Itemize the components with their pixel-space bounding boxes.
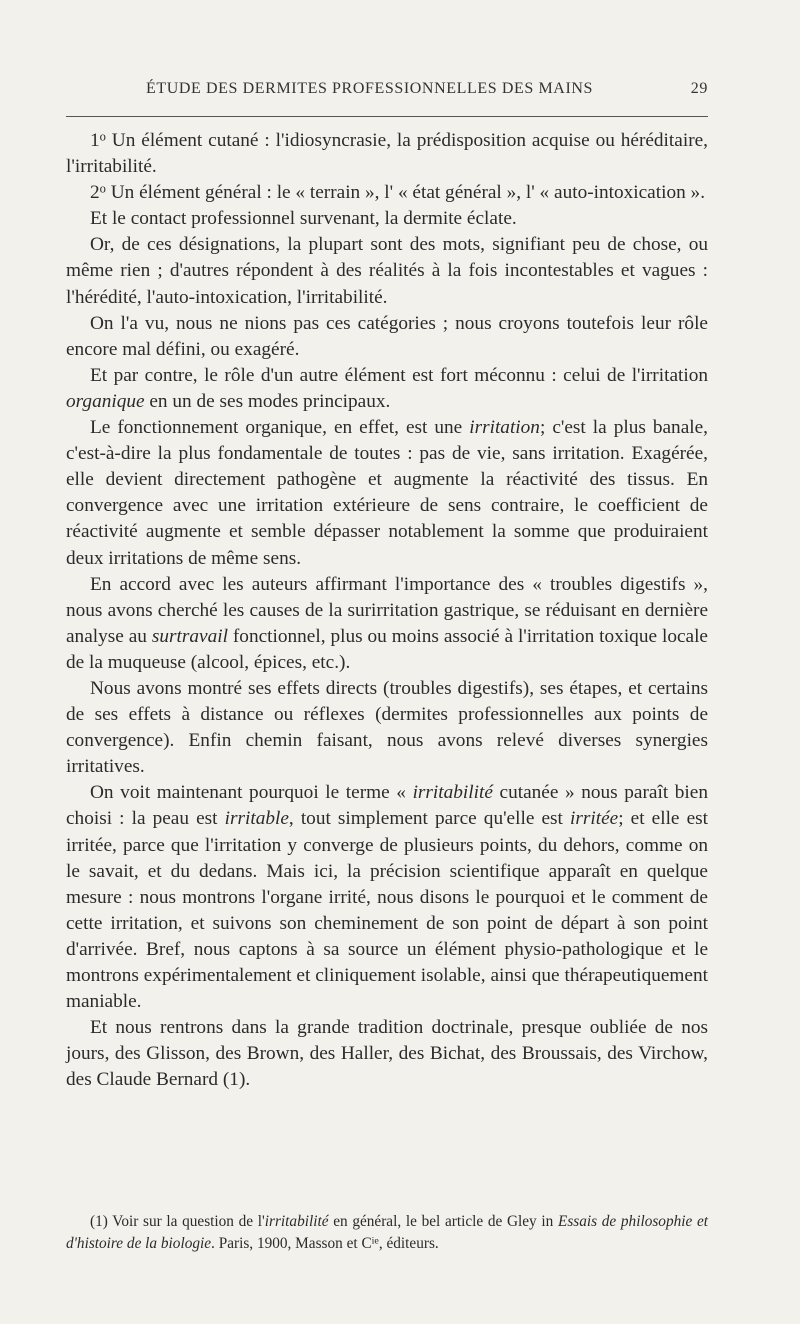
- paragraph-2: 2$^o$ Un élément général : le « terrain », l' « état général », l' « auto-intoxication ».: [90, 181, 706, 204]
- paragraph-5: On l'a vu, nous ne nions pas ces catégories ; nous croyons toutefois leur rôle encore mal défini, ou exagéré.: [66, 312, 708, 360]
- page-number: 29: [690, 80, 708, 97]
- paragraph-6: Et par contre, le rôle d'un autre élément est fort méconnu : celui de l'irritation organique en un de ses modes principaux.: [66, 364, 708, 412]
- paragraph-7: Le fonctionnement organique, en effet, est une irritation; c'est la plus banale, c'est-à-dire la plus fondamentale de toutes : pas de vie, sans irritation. Exagérée, elle devient directement pathogène et augmente la réactivité des tissus. En convergence avec une irritation extérieure de sens contraire, le coefficient de réactivité augmente et semble dépasser notablement la somme que produiraient deux irritations de même sens.: [66, 417, 708, 569]
- footnote-text: (1) Voir sur la question de l'irritabilité en général, le bel article de Gley in Essais de philosophie et d'histoire de la biologie. Paris, 1900, Masson et $C^{ie}$, éditeurs.: [66, 1213, 709, 1252]
- paragraph-1: 1$^o$ Un élément cutané : l'idiosyncrasie, la prédisposition acquise ou héréditaire, l'irritabilité.: [66, 129, 708, 178]
- running-title: ÉTUDE DES DERMITES PROFESSIONNELLES DES MAINS: [146, 80, 594, 97]
- paragraph-4: Or, de ces désignations, la plupart sont des mots, signifiant peu de chose, ou même rien ; d'autres répondent à des réalités à la fois incontestables et vagues : l'hérédité, l'auto-intoxication, l'irritabilité.: [66, 234, 708, 308]
- paragraph-8: En accord avec les auteurs affirmant l'importance des « troubles digestifs », nous avons cherché les causes de la surirritation gastrique, se réduisant en dernière analyse au surtravail fonctionnel, plus ou moins associé à l'irritation toxique locale de la muqueuse (alcool, épices, etc.).: [66, 573, 708, 673]
- paragraph-11: Et nous rentrons dans la grande tradition doctrinale, presque oubliée de nos jours, des Glisson, des Brown, des Haller, des Bichat, des Broussais, des Virchow, des Claude Bernard (1).: [66, 1017, 708, 1091]
- paragraph-3: Et le contact professionnel survenant, la dermite éclate.: [90, 208, 517, 230]
- paragraph-9: Nous avons montré ses effets directs (troubles digestifs), ses étapes, et certains de ses effets à distance ou réflexes (dermites professionnelles aux points de convergence). Enfin chemin faisant, nous avons relevé diverses synergies irritatives.: [66, 677, 708, 778]
- header-rule: [66, 116, 708, 117]
- main-text: [66, 128, 708, 1093]
- paragraph-10: On voit maintenant pourquoi le terme « irritabilité cutanée » nous paraît bien choisi : la peau est irritable, tout simplement parce qu'elle est irritée; et elle est irritée, parce que l'irritation y converge de plusieurs points, du dehors, comme on le savait, et du dedans. Mais ici, la précision scientifique apparaît en quelque mesure : nous montrons l'organe irrité, nous disons le pourquoi et le comment de cette irritation, et suivons son cheminement de son point de départ à son point d'arrivée. Bref, nous captons à sa source un élément physio-pathologique et le montrons expérimentalement et cliniquement isolable, ainsi que thérapeutiquement maniable.: [66, 782, 709, 1013]
- running-header: [66, 80, 708, 104]
- footnote: [66, 1211, 708, 1255]
